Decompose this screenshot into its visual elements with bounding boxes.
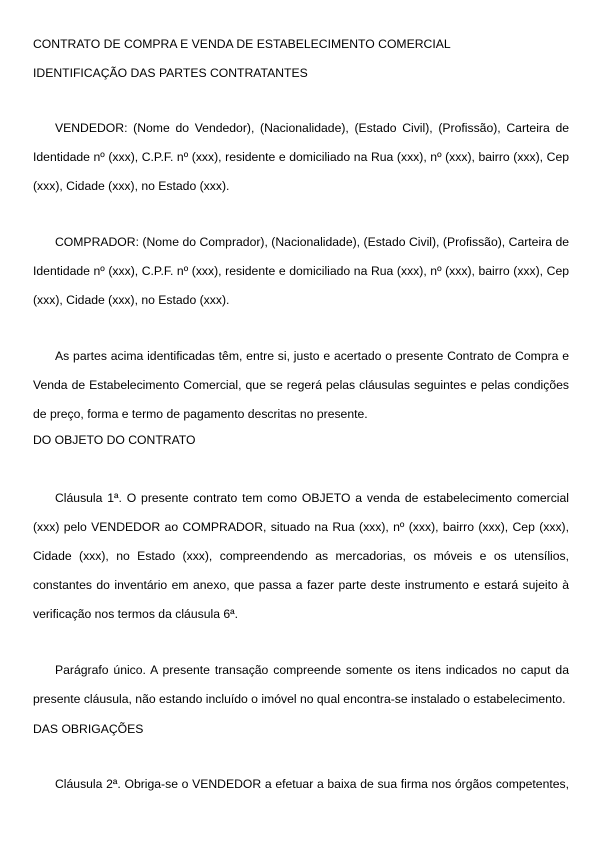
parties-heading: IDENTIFICAÇÃO DAS PARTES CONTRATANTES (33, 66, 308, 80)
object-heading: DO OBJETO DO CONTRATO (33, 433, 196, 447)
seller-paragraph: VENDEDOR: (Nome do Vendedor), (Nacionalidade), (Estado Civil), (Profissão), Carteira de Identidade nº (xxx), C.P.F. nº (xxx), residente e domiciliado na Rua (xxx), nº (xxx), bairro (xxx), Cep (xxx), Cidade (xxx), no Estado (xxx). (33, 121, 569, 193)
clause-2-paragraph: Cláusula 2ª. Obriga-se o VENDEDOR a efetuar a baixa de sua firma nos órgãos competentes, (55, 777, 569, 791)
obligations-heading: DAS OBRIGAÇÕES (33, 722, 144, 736)
sole-paragraph: Parágrafo único. A presente transação compreende somente os itens indicados no caput da presente cláusula, não estando incluído o imóvel no qual encontra-se instalado o estabelecimento. (33, 663, 569, 706)
contract-title: CONTRATO DE COMPRA E VENDA DE ESTABELECIMENTO COMERCIAL (33, 37, 451, 51)
buyer-paragraph: COMPRADOR: (Nome do Comprador), (Nacionalidade), (Estado Civil), (Profissão), Carteira de Identidade nº (xxx), C.P.F. nº (xxx), residente e domiciliado na Rua (xxx), nº (xxx), bairro (xxx), Cep (xxx), Cidade (xxx), no Estado (xxx). (33, 235, 569, 307)
clause-1-paragraph: Cláusula 1ª. O presente contrato tem como OBJETO a venda de estabelecimento comercial (xxx) pelo VENDEDOR ao COMPRADOR, situado na Rua (xxx), nº (xxx), bairro (xxx), Cep (xxx), Cidade (xxx), no Estado (xxx), compreendendo as mercadorias, os móveis e os utensílios, constantes do inventário em anexo, que passa a fazer parte deste instrumento e estará sujeito à verificação nos termos da cláusula 6ª. (33, 491, 569, 621)
parties-agreement-paragraph: As partes acima identificadas têm, entre si, justo e acertado o presente Contrato de Compra e Venda de Estabelecimento Comercial, que se regerá pelas cláusulas seguintes e pelas condições de preço, forma e termo de pagamento descritas no presente. (33, 349, 569, 421)
